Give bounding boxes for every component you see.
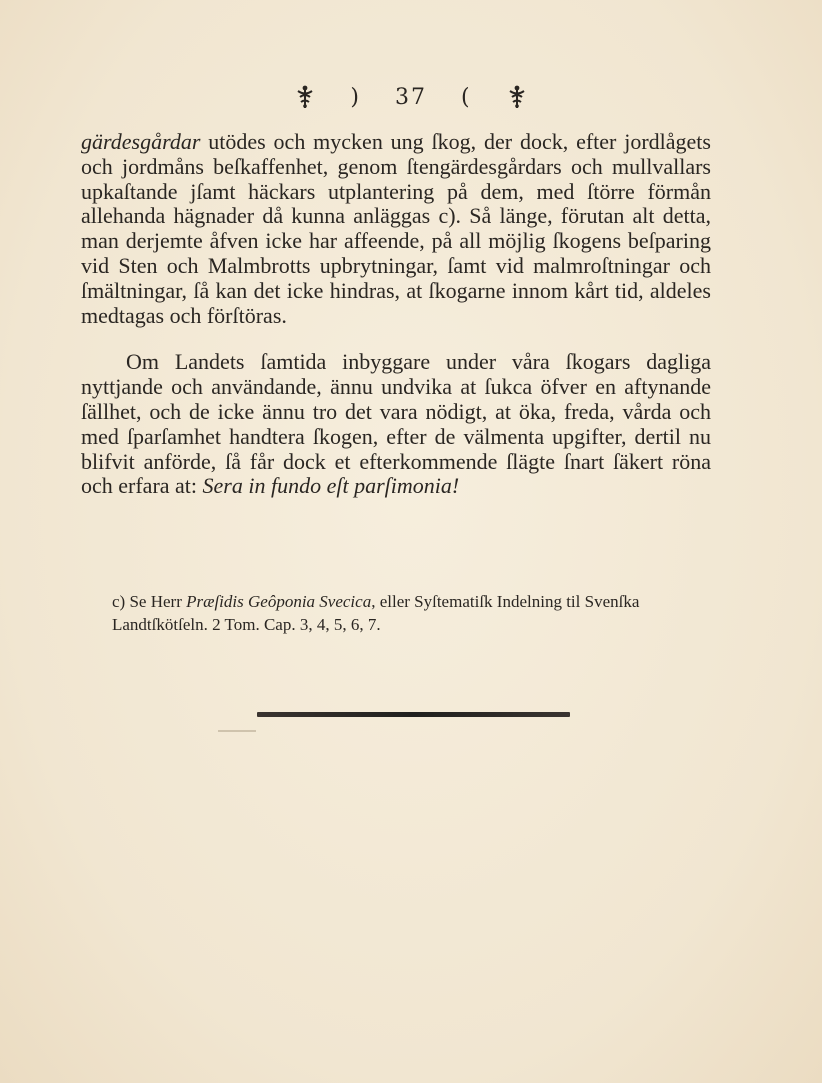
page-number: 37	[395, 84, 427, 110]
footnote-text-before: Se Herr	[125, 592, 187, 611]
footnote	[112, 590, 712, 636]
paragraph-1	[81, 130, 711, 328]
page-header	[0, 84, 822, 110]
paragraph-1-text: utödes och mycken ung ſkog, der dock, efter jordlågets och jordmåns beſkaffenhet, genom ſtengärdesgårdars och mullvallars upkaſtande jſamt häckars utplantering på dem, med ſtörre förmån allehanda hägnader då kunna anläggas c). Så länge, förutan alt detta, man derjemte åfven icke har affeende, på all möjlig ſkogens beſparing vid Sten och Malmbrotts upbrytningar, ſamt vid malmroſtningar och ſmältningar, ſå kan det icke hindras, at ſkogarne innom kårt tid, aldeles medtagas och förſtöras.	[81, 129, 711, 328]
latin-closing: Sera in fundo eſt parſimonia!	[202, 473, 460, 499]
footnote-text-after: , eller Syſtematiſk Indelning til Svenſka Landtſkötſeln. 2 Tom. Cap. 3, 4, 5, 6, 7.	[112, 592, 640, 634]
footnote-marker: c)	[112, 592, 126, 611]
ink-smudge	[218, 730, 256, 732]
body-text	[81, 130, 711, 499]
paragraph-1-lead: gärdesgårdar	[81, 129, 201, 154]
flower-ornament-icon	[506, 84, 528, 110]
paragraph-2-text: Om Landets ſamtida inbyggare under våra ſkogars dagliga nyttjande och användande, ännu undvika at ſukca öfver en aftynande ſällhet, och de icke ännu tro det vara nödigt, at öka, freda, vårda och med ſparſamhet handtera ſkogen, efter de välmenta upgifter, dertil nu blifvit anförde, ſå får dock et efterkommende ſlägte ſnart ſäkert röna och erfara at:	[81, 349, 711, 499]
printer-rule	[257, 712, 570, 717]
paragraph-2	[81, 350, 711, 499]
left-paren: )	[350, 84, 361, 110]
right-paren: (	[461, 84, 472, 110]
footnote-italic-title: Præſidis Geôponia Svecica	[186, 592, 372, 611]
flower-ornament-icon	[294, 84, 316, 110]
